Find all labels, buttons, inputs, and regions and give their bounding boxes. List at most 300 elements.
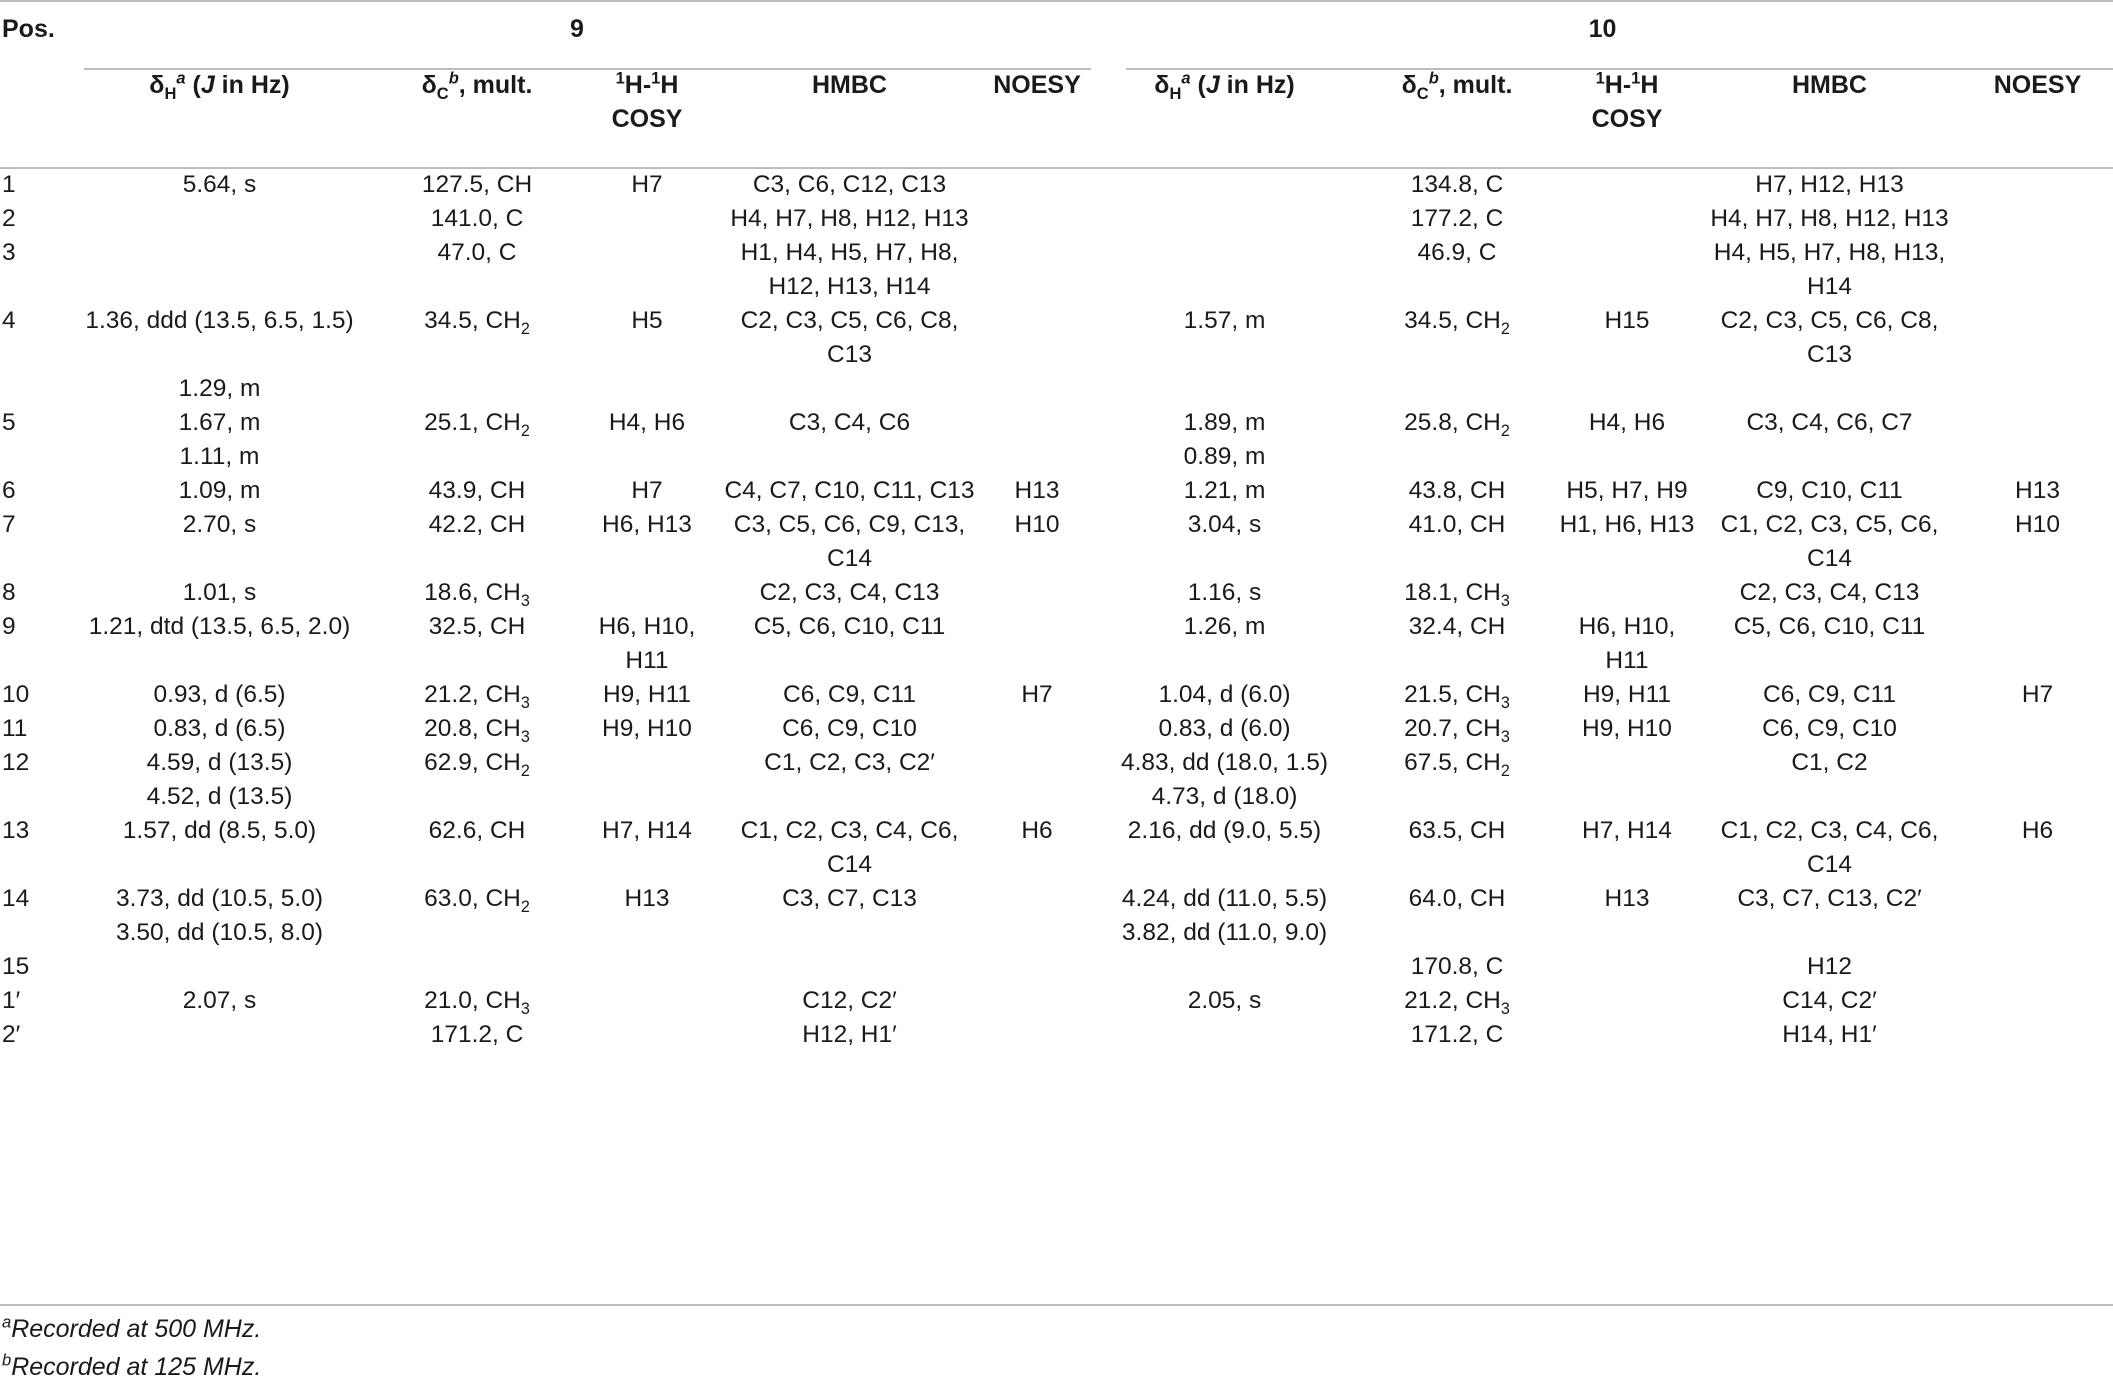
dh-cell bbox=[1092, 1018, 1357, 1052]
cosy-cell bbox=[1557, 746, 1697, 780]
pos-cell: 4 bbox=[2, 307, 16, 334]
dh-cell: 1.29, m bbox=[178, 375, 261, 402]
dc-cell: 170.8, C bbox=[1410, 953, 1504, 980]
table-body bbox=[0, 168, 2113, 1052]
dh-cell: 1.09, m bbox=[178, 477, 261, 504]
dc-cell: 42.2, CH bbox=[428, 511, 526, 538]
hmbc-cell bbox=[1697, 780, 1962, 814]
footnote bbox=[2, 1310, 261, 1348]
pos-cell: 9 bbox=[2, 613, 16, 640]
noesy-cell bbox=[1962, 950, 2113, 984]
noesy-cell bbox=[982, 372, 1092, 406]
hmbc-cell: C2, C3, C5, C6, C8, C13 bbox=[1720, 307, 1939, 368]
hmbc-cell: C6, C9, C10 bbox=[782, 715, 917, 742]
dc-cell: 43.8, CH bbox=[1408, 477, 1506, 504]
cosy-cell bbox=[577, 372, 717, 406]
pos-cell: 2′ bbox=[2, 1021, 21, 1048]
footnote bbox=[2, 1348, 261, 1386]
dc-cell: 141.0, C bbox=[430, 205, 524, 232]
dc-sub: 2 bbox=[1500, 319, 1510, 338]
table-bottom-rule bbox=[0, 1304, 2113, 1306]
cosy-header-10: $^1$H-$^1$H COSY bbox=[1591, 69, 1663, 133]
dh-cell: 4.59, d (13.5) bbox=[146, 749, 293, 776]
dc-cell: 21.2, $CH_3$ bbox=[424, 681, 530, 712]
noesy-cell: H10 bbox=[2015, 511, 2060, 538]
footnote-text: Recorded at 500 MHz. bbox=[11, 1315, 262, 1343]
dh-cell: 4.83, dd (18.0, 1.5) bbox=[1120, 749, 1329, 776]
dc-cell: 171.2, C bbox=[430, 1021, 524, 1048]
pos-cell: 15 bbox=[2, 953, 30, 980]
dc-cell: 32.5, CH bbox=[428, 613, 526, 640]
hmbc-cell: C1, C2, C3, C2′ bbox=[764, 749, 935, 776]
hmbc-cell: C2, C3, C5, C6, C8, C13 bbox=[740, 307, 959, 368]
table-row bbox=[0, 916, 2113, 950]
dh-cell: 4.24, dd (11.0, 5.5) bbox=[1121, 885, 1328, 912]
dh-cell: 4.73, d (18.0) bbox=[1151, 783, 1298, 810]
pos-cell: 2 bbox=[2, 205, 16, 232]
hmbc-cell: C6, C9, C10 bbox=[1762, 715, 1897, 742]
cosy-cell: H5, H7, H9 bbox=[1566, 477, 1688, 504]
hmbc-cell: C6, C9, C11 bbox=[783, 681, 916, 708]
table-row bbox=[0, 168, 2113, 202]
table-row bbox=[0, 610, 2113, 678]
noesy-cell bbox=[1962, 780, 2113, 814]
noesy-cell bbox=[982, 304, 1092, 372]
hmbc-cell bbox=[717, 372, 982, 406]
noesy-cell bbox=[982, 712, 1092, 746]
cosy-header-sup: 1 bbox=[651, 69, 661, 88]
dh-cell: 1.01, s bbox=[182, 579, 257, 606]
hmbc-cell: C3, C6, C12, C13 bbox=[752, 171, 947, 198]
dh-cell: 1.21, m bbox=[1183, 477, 1266, 504]
dh-header-sup: a bbox=[1181, 69, 1191, 88]
pos-cell bbox=[0, 440, 62, 474]
dc-cell: 47.0, C bbox=[437, 239, 517, 266]
dc-cell: 127.5, CH bbox=[421, 171, 533, 198]
dh-cell: 1.67, m bbox=[178, 409, 261, 436]
cosy-cell: H13 bbox=[624, 885, 670, 912]
hmbc-cell: C1, C2, C3, C4, C6, C14 bbox=[740, 817, 959, 878]
dc-cell: 21.0, $CH_3$ bbox=[424, 987, 530, 1018]
dc-cell bbox=[1357, 372, 1557, 406]
pos-cell: 1 bbox=[2, 171, 16, 198]
noesy-cell bbox=[982, 610, 1092, 678]
pos-cell bbox=[0, 780, 62, 814]
dc-cell: 41.0, CH bbox=[1408, 511, 1506, 538]
compound-9-header: 9 bbox=[570, 15, 584, 43]
pos-cell: 5 bbox=[2, 409, 16, 436]
pos-cell bbox=[0, 372, 62, 406]
noesy-cell: H6 bbox=[1021, 817, 1053, 844]
hmbc-cell: H7, H12, H13 bbox=[1755, 171, 1904, 198]
dh-cell: 3.73, dd (10.5, 5.0) bbox=[115, 885, 324, 912]
hmbc-cell: C3, C4, C6 bbox=[788, 409, 911, 436]
dc-sub: 3 bbox=[1500, 999, 1510, 1018]
pos-cell: 1′ bbox=[2, 987, 21, 1014]
noesy-cell bbox=[982, 406, 1092, 440]
dc-cell: 34.5, $CH_2$ bbox=[1404, 307, 1510, 338]
noesy-cell bbox=[982, 576, 1092, 610]
dh-header-sub: H bbox=[164, 85, 177, 103]
noesy-cell: H6 bbox=[2021, 817, 2054, 844]
noesy-cell bbox=[1962, 372, 2113, 406]
cosy-cell: H7, H14 bbox=[602, 817, 692, 844]
pos-cell: 10 bbox=[2, 681, 30, 708]
pos-cell: 7 bbox=[2, 511, 16, 538]
hmbc-cell: C5, C6, C10, C11 bbox=[1733, 613, 1926, 640]
hmbc-cell: C6, C9, C11 bbox=[1763, 681, 1896, 708]
dc-cell: 25.8, $CH_2$ bbox=[1404, 409, 1510, 440]
hmbc-cell: C14, C2′ bbox=[1782, 987, 1877, 1014]
cosy-cell bbox=[1557, 916, 1697, 950]
noesy-cell bbox=[1962, 406, 2113, 440]
dc-cell: 46.9, C bbox=[1417, 239, 1497, 266]
table-row bbox=[0, 202, 2113, 236]
hmbc-cell: H4, H7, H8, H12, H13 bbox=[1710, 205, 1949, 232]
hmbc-cell bbox=[717, 950, 982, 984]
cosy-cell: H13 bbox=[1604, 885, 1650, 912]
dc-header-sup: b bbox=[1428, 69, 1439, 88]
noesy-cell bbox=[982, 1018, 1092, 1052]
hmbc-cell: H4, H7, H8, H12, H13 bbox=[730, 205, 969, 232]
pos-cell: 11 bbox=[2, 715, 28, 742]
noesy-cell: H10 bbox=[1014, 511, 1060, 538]
table-row bbox=[0, 474, 2113, 508]
dh-cell: 0.83, d (6.5) bbox=[153, 715, 286, 742]
table-row bbox=[0, 372, 2113, 406]
pos-cell: 8 bbox=[2, 579, 16, 606]
dc-sub: 3 bbox=[520, 591, 530, 610]
noesy-cell bbox=[982, 236, 1092, 304]
cosy-cell: H15 bbox=[1604, 307, 1650, 334]
table-row bbox=[0, 780, 2113, 814]
cosy-header-9: $^1$H-$^1$H COSY bbox=[611, 69, 683, 133]
noesy-cell bbox=[982, 950, 1092, 984]
dh-cell: 0.93, d (6.5) bbox=[153, 681, 286, 708]
cosy-cell bbox=[577, 746, 717, 780]
noesy-cell bbox=[982, 780, 1092, 814]
dh-cell: 4.52, d (13.5) bbox=[146, 783, 293, 810]
dc-cell: 134.8, C bbox=[1410, 171, 1504, 198]
dc-header-sub: C bbox=[1416, 85, 1429, 103]
dc-header-9: $\delta_C^b$, mult. bbox=[421, 69, 533, 103]
cosy-cell: H4, H6 bbox=[608, 409, 686, 436]
hmbc-header-9: HMBC bbox=[812, 71, 887, 99]
hmbc-cell: H14, H1′ bbox=[1782, 1021, 1877, 1048]
noesy-cell bbox=[1962, 304, 2113, 372]
dh-header-sup: a bbox=[176, 69, 186, 88]
noesy-cell bbox=[982, 202, 1092, 236]
pos-cell: 3 bbox=[2, 239, 16, 266]
hmbc-cell: H12, H1′ bbox=[802, 1021, 897, 1048]
dc-header-10: $\delta_C^b$, mult. bbox=[1401, 69, 1513, 103]
pos-cell: 12 bbox=[2, 749, 30, 776]
hmbc-cell: H12 bbox=[1807, 953, 1852, 980]
noesy-cell: H7 bbox=[1021, 681, 1053, 708]
dc-sub: 2 bbox=[1500, 421, 1510, 440]
noesy-cell bbox=[982, 168, 1092, 202]
table-row bbox=[0, 678, 2113, 712]
cosy-cell bbox=[1557, 372, 1697, 406]
dc-sub: 3 bbox=[1500, 693, 1510, 712]
cosy-cell: H7 bbox=[631, 171, 663, 198]
table-row bbox=[0, 508, 2113, 576]
compound-10-header: 10 bbox=[1588, 15, 1617, 43]
dc-header-sub: C bbox=[436, 85, 449, 103]
hmbc-cell: C1, C2, C3, C4, C6, C14 bbox=[1720, 817, 1939, 878]
cosy-cell: H1, H6, H13 bbox=[1559, 511, 1695, 538]
dh-cell: 3.50, dd (10.5, 8.0) bbox=[115, 919, 324, 946]
cosy-cell bbox=[577, 202, 717, 236]
dc-cell: 63.5, CH bbox=[1408, 817, 1506, 844]
dh-cell: 1.89, m bbox=[1183, 409, 1266, 436]
dc-cell: 67.5, $CH_2$ bbox=[1404, 749, 1510, 780]
cosy-cell bbox=[1557, 1018, 1697, 1052]
noesy-cell bbox=[982, 440, 1092, 474]
dc-cell: 32.4, CH bbox=[1408, 613, 1506, 640]
dc-cell: 171.2, C bbox=[1410, 1021, 1504, 1048]
cosy-cell: H5 bbox=[631, 307, 663, 334]
dh-cell: 1.36, ddd (13.5, 6.5, 1.5) bbox=[85, 307, 354, 334]
dh-cell bbox=[62, 236, 377, 304]
table-row bbox=[0, 746, 2113, 780]
table-row bbox=[0, 712, 2113, 746]
dh-cell: 3.04, s bbox=[1187, 511, 1262, 538]
hmbc-cell bbox=[1697, 916, 1962, 950]
dc-cell bbox=[1357, 440, 1557, 474]
dh-cell: 0.83, d (6.0) bbox=[1158, 715, 1291, 742]
hmbc-cell: C2, C3, C4, C13 bbox=[759, 579, 940, 606]
cosy-cell bbox=[577, 440, 717, 474]
cosy-cell bbox=[577, 1018, 717, 1052]
noesy-cell bbox=[982, 746, 1092, 780]
hmbc-cell bbox=[1697, 372, 1962, 406]
cosy-cell bbox=[1557, 984, 1697, 1018]
dh-cell: 1.26, m bbox=[1183, 613, 1266, 640]
dc-sub: 2 bbox=[1500, 761, 1510, 780]
pos-cell: 14 bbox=[2, 885, 30, 912]
dh-header-10: $\delta_H^a$ (J in Hz) bbox=[1154, 69, 1295, 103]
noesy-cell: H13 bbox=[1014, 477, 1060, 504]
dc-cell: 62.6, CH bbox=[428, 817, 526, 844]
cosy-cell bbox=[577, 950, 717, 984]
cosy-cell bbox=[577, 576, 717, 610]
dc-sub: 3 bbox=[520, 693, 530, 712]
dh-cell: 1.57, dd (8.5, 5.0) bbox=[122, 817, 317, 844]
dh-header-j: J bbox=[200, 71, 215, 99]
table-row bbox=[0, 1018, 2113, 1052]
table-row bbox=[0, 576, 2113, 610]
noesy-cell bbox=[1962, 746, 2113, 780]
cosy-cell: H9, H10 bbox=[1582, 715, 1672, 742]
dh-cell bbox=[1092, 202, 1357, 236]
dh-header-j: J bbox=[1205, 71, 1220, 99]
cosy-cell bbox=[577, 236, 717, 304]
hmbc-cell: H1, H4, H5, H7, H8, H12, H13, H14 bbox=[740, 239, 959, 300]
dc-cell: 18.1, $CH_3$ bbox=[1404, 579, 1510, 610]
dh-cell: 1.04, d (6.0) bbox=[1158, 681, 1291, 708]
hmbc-cell: C4, C7, C10, C11, C13 bbox=[724, 477, 975, 504]
noesy-cell bbox=[1962, 236, 2113, 304]
cosy-cell: H6, H10, H11 bbox=[1578, 613, 1676, 674]
dh-cell bbox=[62, 950, 377, 984]
pos-cell: 13 bbox=[2, 817, 30, 844]
dc-cell bbox=[377, 440, 577, 474]
dc-cell bbox=[377, 780, 577, 814]
noesy-cell bbox=[1962, 984, 2113, 1018]
hmbc-cell bbox=[717, 440, 982, 474]
table-row bbox=[0, 882, 2113, 916]
hmbc-cell: C2, C3, C4, C13 bbox=[1739, 579, 1920, 606]
pos-header: Pos. bbox=[2, 15, 55, 43]
noesy-cell bbox=[1962, 610, 2113, 678]
footnote-text: Recorded at 125 MHz. bbox=[11, 1353, 262, 1381]
hmbc-cell: C3, C7, C13 bbox=[782, 885, 917, 912]
hmbc-cell: C12, C2′ bbox=[802, 987, 897, 1014]
pos-cell bbox=[0, 916, 62, 950]
noesy-cell bbox=[982, 882, 1092, 916]
dc-cell: 64.0, CH bbox=[1408, 885, 1506, 912]
pos-cell: 6 bbox=[2, 477, 16, 504]
noesy-cell bbox=[1962, 202, 2113, 236]
dh-cell: 1.57, m bbox=[1183, 307, 1266, 334]
table-row bbox=[0, 406, 2113, 440]
dc-cell: 25.1, $CH_2$ bbox=[424, 409, 530, 440]
cosy-cell: H6, H10, H11 bbox=[598, 613, 696, 674]
hmbc-cell bbox=[717, 916, 982, 950]
dh-header-sub: H bbox=[1169, 85, 1182, 103]
dc-sub: 3 bbox=[1500, 591, 1510, 610]
dh-cell bbox=[1092, 236, 1357, 304]
noesy-cell bbox=[1962, 440, 2113, 474]
header-row-columns bbox=[0, 58, 2113, 168]
hmbc-cell: C3, C4, C6, C7 bbox=[1746, 409, 1913, 436]
dc-cell bbox=[1357, 780, 1557, 814]
hmbc-cell bbox=[1697, 440, 1962, 474]
table-row bbox=[0, 304, 2113, 372]
dc-cell bbox=[377, 372, 577, 406]
footnotes bbox=[2, 1310, 261, 1386]
cosy-cell bbox=[1557, 236, 1697, 304]
dc-sub: 2 bbox=[520, 897, 530, 916]
noesy-cell: H13 bbox=[2015, 477, 2060, 504]
dh-cell: 1.11, m bbox=[179, 443, 260, 470]
hmbc-cell: C1, C2, C3, C5, C6, C14 bbox=[1720, 511, 1939, 572]
cosy-header-sup: 1 bbox=[615, 69, 625, 88]
hmbc-cell bbox=[717, 780, 982, 814]
hmbc-cell: C5, C6, C10, C11 bbox=[753, 613, 946, 640]
cosy-cell: H7 bbox=[631, 477, 663, 504]
cosy-cell bbox=[1557, 168, 1697, 202]
hmbc-cell: C3, C7, C13, C2′ bbox=[1737, 885, 1922, 912]
dc-cell: 20.7, $CH_3$ bbox=[1404, 715, 1510, 746]
dh-cell: 2.07, s bbox=[182, 987, 257, 1014]
dc-cell: 63.0, $CH_2$ bbox=[424, 885, 530, 916]
dc-sub: 2 bbox=[520, 319, 530, 338]
dh-header-9: $\delta_H^a$ (J in Hz) bbox=[149, 69, 290, 103]
header-row-compounds bbox=[0, 0, 2113, 58]
cosy-cell: H9, H11 bbox=[602, 681, 692, 708]
table-row bbox=[0, 950, 2113, 984]
dh-cell: 2.16, dd (9.0, 5.5) bbox=[1127, 817, 1322, 844]
hmbc-cell: C1, C2 bbox=[1791, 749, 1868, 776]
noesy-cell bbox=[1962, 168, 2113, 202]
noesy-cell bbox=[1962, 712, 2113, 746]
noesy-cell bbox=[1962, 882, 2113, 916]
cosy-cell: H9, H11 bbox=[1582, 681, 1672, 708]
cosy-cell: H7, H14 bbox=[1582, 817, 1672, 844]
cosy-cell: H6, H13 bbox=[602, 511, 692, 538]
dc-cell: 34.5, $CH_2$ bbox=[424, 307, 530, 338]
footnote-mark: b bbox=[2, 1351, 12, 1370]
cosy-cell bbox=[577, 916, 717, 950]
table-row bbox=[0, 236, 2113, 304]
dh-cell bbox=[1092, 168, 1357, 202]
noesy-cell bbox=[1962, 576, 2113, 610]
dc-cell bbox=[377, 950, 577, 984]
dc-cell bbox=[377, 916, 577, 950]
dh-cell: 3.82, dd (11.0, 9.0) bbox=[1121, 919, 1328, 946]
dc-sub: 2 bbox=[520, 761, 530, 780]
table-row bbox=[0, 814, 2113, 882]
cosy-cell bbox=[1557, 202, 1697, 236]
dh-cell bbox=[1092, 950, 1357, 984]
table-row bbox=[0, 440, 2113, 474]
cosy-cell: H4, H6 bbox=[1588, 409, 1666, 436]
noesy-cell: H7 bbox=[2021, 681, 2054, 708]
hmbc-cell: C9, C10, C11 bbox=[1756, 477, 1903, 504]
dh-cell: 1.21, dtd (13.5, 6.5, 2.0) bbox=[88, 613, 351, 640]
dh-cell: 2.70, s bbox=[182, 511, 257, 538]
dc-sub: 2 bbox=[520, 421, 530, 440]
cosy-cell: H9, H10 bbox=[602, 715, 692, 742]
cosy-cell bbox=[577, 780, 717, 814]
footnote-mark: a bbox=[2, 1313, 12, 1332]
hmbc-header-10: HMBC bbox=[1792, 71, 1867, 99]
dh-cell: 5.64, s bbox=[182, 171, 257, 198]
noesy-header-9: NOESY bbox=[993, 71, 1081, 99]
dc-sub: 3 bbox=[1500, 727, 1510, 746]
noesy-cell bbox=[982, 984, 1092, 1018]
noesy-cell bbox=[1962, 1018, 2113, 1052]
pos-header-spacer bbox=[0, 58, 62, 168]
dh-cell: 0.89, m bbox=[1183, 443, 1266, 470]
hmbc-cell: C3, C5, C6, C9, C13, C14 bbox=[733, 511, 966, 572]
dc-cell: 177.2, C bbox=[1410, 205, 1504, 232]
cosy-cell bbox=[1557, 780, 1697, 814]
dc-cell: 62.9, $CH_2$ bbox=[424, 749, 530, 780]
cosy-header-sup: 1 bbox=[1595, 69, 1605, 88]
dc-sub: 3 bbox=[520, 727, 530, 746]
dh-cell bbox=[1092, 372, 1357, 406]
noesy-header-10: NOESY bbox=[1993, 71, 2082, 99]
dc-sub: 3 bbox=[520, 999, 530, 1018]
dh-cell: 1.16, s bbox=[1187, 579, 1262, 606]
noesy-cell bbox=[982, 916, 1092, 950]
dc-cell: 43.9, CH bbox=[428, 477, 526, 504]
dc-cell: 18.6, $CH_3$ bbox=[424, 579, 530, 610]
hmbc-cell: H4, H5, H7, H8, H13, H14 bbox=[1713, 239, 1946, 300]
cosy-cell bbox=[577, 984, 717, 1018]
cosy-header-sup: 1 bbox=[1631, 69, 1641, 88]
dc-cell: 21.5, $CH_3$ bbox=[1404, 681, 1510, 712]
cosy-cell bbox=[1557, 950, 1697, 984]
cosy-cell bbox=[1557, 440, 1697, 474]
noesy-cell bbox=[1962, 916, 2113, 950]
dh-cell bbox=[62, 1018, 377, 1052]
cosy-cell bbox=[1557, 576, 1697, 610]
dc-header-sup: b bbox=[448, 69, 459, 88]
